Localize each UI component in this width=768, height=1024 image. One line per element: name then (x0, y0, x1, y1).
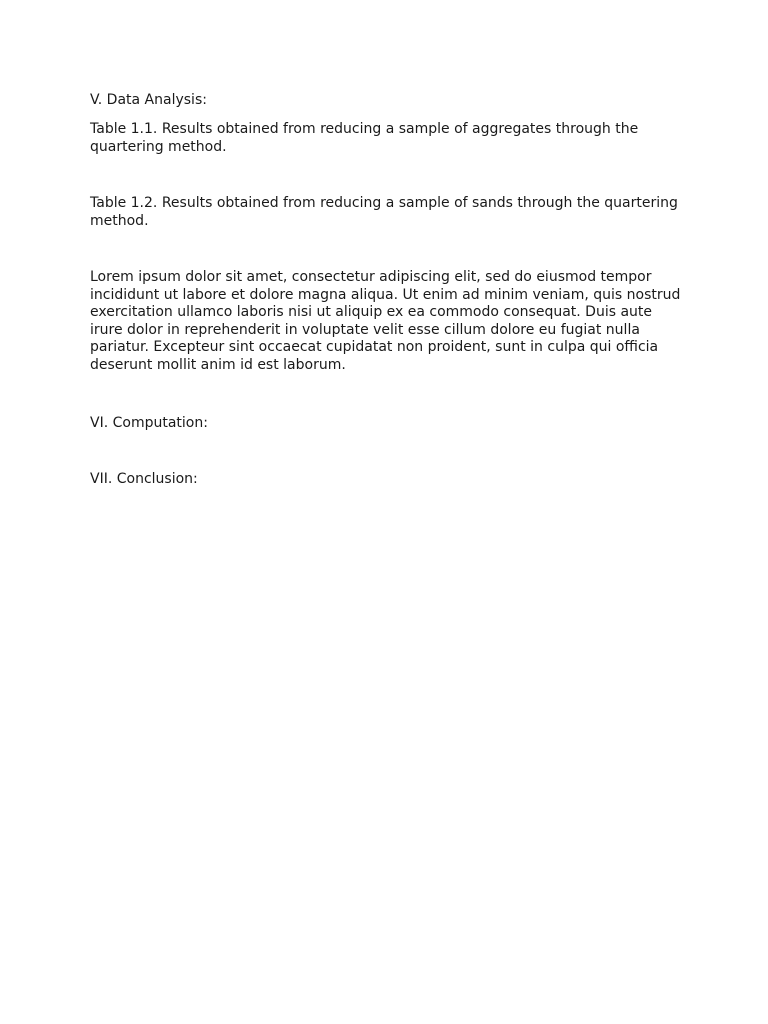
paragraph-line: deserunt mollit anim id est laborum. (90, 356, 346, 373)
paragraph-line: incididunt ut labore et dolore magna aliqua. Ut enim ad minim veniam, quis nostrud (90, 286, 681, 303)
table-1-1-caption (90, 121, 682, 156)
paragraph-line: pariatur. Excepteur sint occaecat cupidatat non proident, sunt in culpa qui officia (90, 339, 659, 356)
paragraph-line: irure dolor in reprehenderit in voluptate velit esse cillum dolore eu fugiat nulla (90, 321, 640, 338)
heading-data-analysis: V. Data Analysis: (90, 92, 207, 108)
table-1-2-caption (90, 195, 682, 230)
paragraph-line: Lorem ipsum dolor sit amet, consectetur adipiscing elit, sed do eiusmod tempor (90, 269, 652, 285)
caption-line: Table 1.2. Results obtained from reducing a sample of sands through the quartering (90, 195, 678, 211)
heading-computation: VI. Computation: (90, 415, 208, 431)
heading-conclusion: VII. Conclusion: (90, 471, 198, 487)
paragraph-line: exercitation ullamco laboris nisi ut aliquip ex ea commodo consequat. Duis aute (90, 304, 653, 321)
body-paragraph (90, 269, 682, 375)
caption-line: Table 1.1. Results obtained from reducing a sample of aggregates through the (90, 121, 639, 137)
caption-line: quartering method. (90, 138, 227, 155)
caption-line: method. (90, 212, 149, 229)
